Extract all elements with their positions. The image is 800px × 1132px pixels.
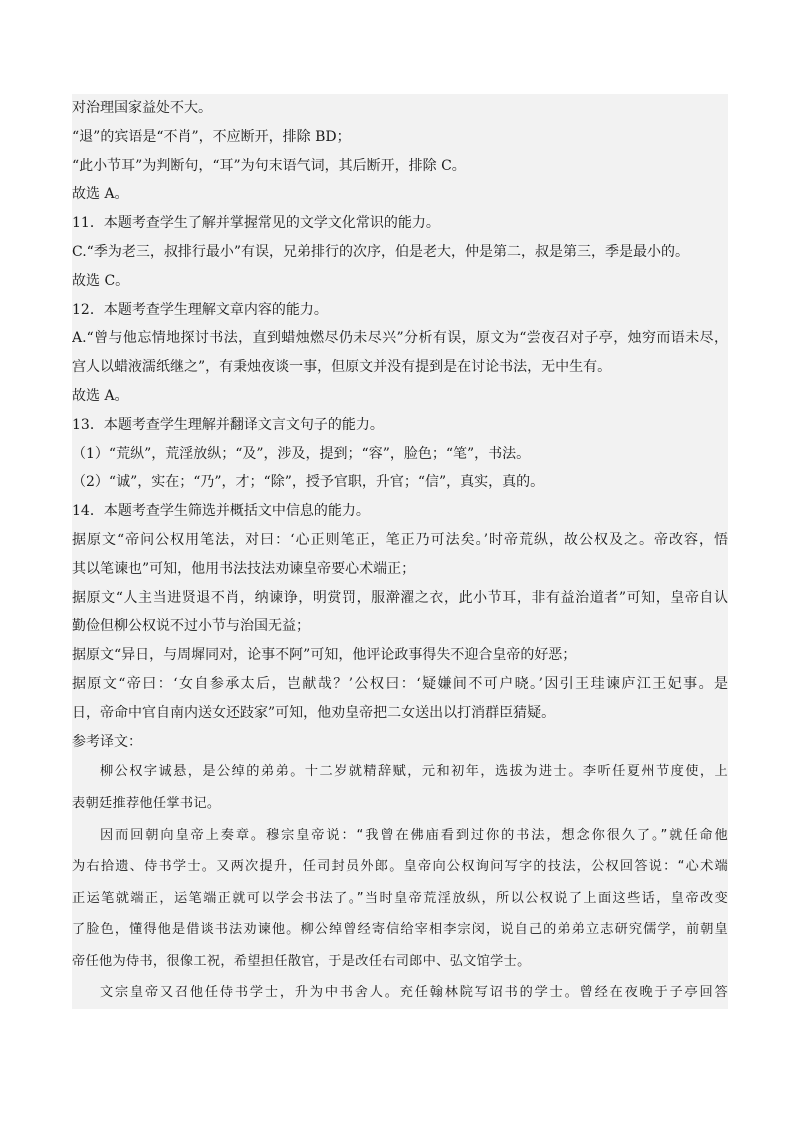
text-line: 宫人以蜡液濡纸继之”，有秉烛夜谈一事，但原文并没有提到是在讨论书法，无中生有。 [72, 359, 612, 376]
translation-line: 帝任他为侍书，很像工祝，希望担任散官，于是改任右司郎中、弘文馆学士。 [72, 953, 531, 969]
reference-translation-label: 参考译文： [72, 733, 142, 750]
text-line: “退”的宾语是“不肖”，不应断开，排除 BD； [72, 128, 351, 145]
translation-line: 文宗皇帝又召他任侍书学士，升为中书舍人。充任翰林院写诏书的学士。曾经在夜晚于子亭回答 [100, 985, 728, 1001]
translation-line: 为右拾遗、侍书学士。又两次提升，任司封员外郎。皇帝向公权询问写字的技法，公权回答说：“心术端 [72, 859, 728, 875]
text-line: 其以笔谏也”可知，他用书法技法劝谏皇帝要心术端正； [72, 560, 416, 577]
answer-explanation-text [72, 94, 728, 1009]
text-line: 故选 A。 [72, 186, 129, 203]
question-11-heading: 11．本题考查学生了解并掌握常见的文学文化常识的能力。 [72, 215, 440, 232]
text-line: 日，帝命中官自南内送女还跂家”可知，他劝皇帝把二女送出以打消群臣猜疑。 [72, 704, 556, 721]
text-line: A.“曾与他忘情地探讨书法，直到蜡烛燃尽仍未尽兴”分析有误，原文为“尝夜召对子亭，烛穷而语未尽， [72, 330, 728, 347]
translation-line: 因而回朝向皇帝上奏章。穆宗皇帝说：“我曾在佛庙看到过你的书法，想念你很久了。”就任命他 [100, 827, 728, 843]
translation-line: 了脸色，懂得他是借谈书法劝谏他。柳公绰曾经寄信给宰相李宗闵，说自己的弟弟立志研究儒学，前朝皇 [72, 922, 728, 938]
text-line: 勤俭但柳公权说不过小节与治国无益； [72, 618, 310, 635]
text-line: “此小节耳”为判断句，“耳”为句末语气词，其后断开，排除 C。 [72, 157, 466, 174]
text-line: （2）“诚”，实在；“乃”，才；“除”，授予官职，升官；“信”，真实，真的。 [72, 474, 545, 491]
text-line: 对治理国家益处不大。 [72, 100, 212, 116]
text-line: 故选 C。 [72, 272, 130, 289]
translation-line: 表朝廷推荐他任掌书记。 [72, 795, 221, 811]
text-line: C.“季为老三，叔排行最小”有误，兄弟排行的次序，伯是老大，仲是第二，叔是第三，季是最小的。 [72, 243, 689, 260]
question-12-heading: 12．本题考查学生理解文章内容的能力。 [72, 301, 328, 318]
question-13-heading: 13．本题考查学生理解并翻译文言文句子的能力。 [72, 416, 384, 433]
text-line: 据原文“帝曰：‘女自参承太后，岂献哉？’公权曰：‘疑嫌间不可户晓。’因引王珪谏庐江王妃事。是 [72, 675, 728, 692]
text-line: 据原文“异日，与周墀同对，论事不阿”可知，他评论政事得失不迎合皇帝的好恶； [72, 647, 577, 664]
translation-line: 正运笔就端正，运笔端正就可以学会书法了。”当时皇帝荒淫放纵，所以公权说了上面这些话，皇帝改变 [72, 890, 728, 906]
text-line: 据原文“帝问公权用笔法，对曰：‘心正则笔正，笔正乃可法矣。’时帝荒纵，故公权及之。帝改容，悟 [72, 531, 728, 548]
text-line: 据原文“人主当进贤退不肖，纳谏诤，明赏罚，服澣濯之衣，此小节耳，非有益治道者”可知，皇帝自认 [72, 589, 728, 606]
text-line: 故选 A。 [72, 387, 129, 404]
translation-line: 柳公权字诚悬，是公绰的弟弟。十二岁就精辞赋，元和初年，选拔为进士。李听任夏州节度使，上 [100, 764, 728, 780]
text-line: （1）“荒纵”，荒淫放纵；“及”，涉及，提到；“容”，脸色；“笔”，书法。 [72, 445, 531, 462]
question-14-heading: 14．本题考查学生筛选并概括文中信息的能力。 [72, 503, 370, 520]
